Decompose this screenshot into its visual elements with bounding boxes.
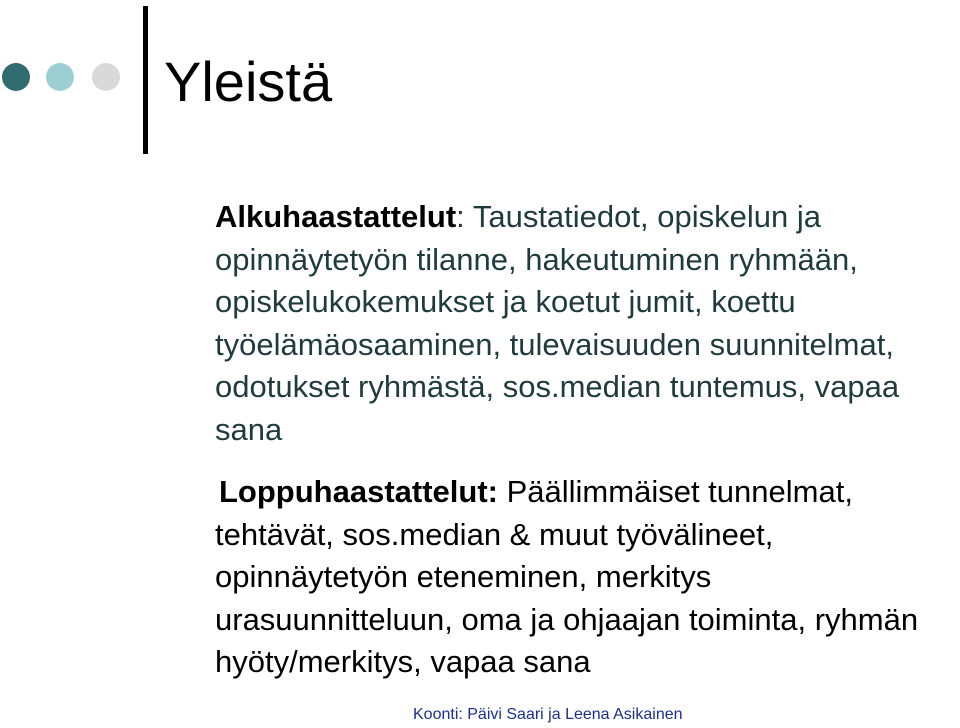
decorative-dots	[0, 0, 130, 150]
gray-dot-icon	[92, 63, 120, 91]
slide-footer: Koonti: Päivi Saari ja Leena Asikainen	[413, 706, 683, 723]
paragraph-lead: Alkuhaastattelut	[215, 199, 457, 234]
light-teal-dot-icon	[46, 63, 74, 91]
paragraph-loppuhaastattelut	[215, 471, 955, 684]
slide-title: Yleistä	[164, 50, 333, 113]
paragraph-text: : Taustatiedot, opiskelun ja opinnäytetyön tilanne, hakeutuminen ryhmään, opiskelukokemukset ja koetut jumit, koettu työelämäosaaminen, tulevaisuuden suunnitelmat, odotukset ryhmästä, sos.median tuntemus, vapaa sana	[215, 199, 900, 447]
dark-teal-dot-icon	[2, 63, 30, 91]
paragraph-lead: Loppuhaastattelut:	[219, 474, 498, 509]
paragraph-text: Päällimmäiset tunnelmat, tehtävät, sos.median & muut työvälineet, opinnäytetyön eteneminen, merkitys urasuunnitteluun, oma ja ohjaajan toiminta, ryhmän hyöty/merkitys, vapaa sana	[215, 474, 919, 680]
title-divider	[143, 6, 148, 154]
paragraph-alkuhaastattelut	[215, 196, 955, 452]
